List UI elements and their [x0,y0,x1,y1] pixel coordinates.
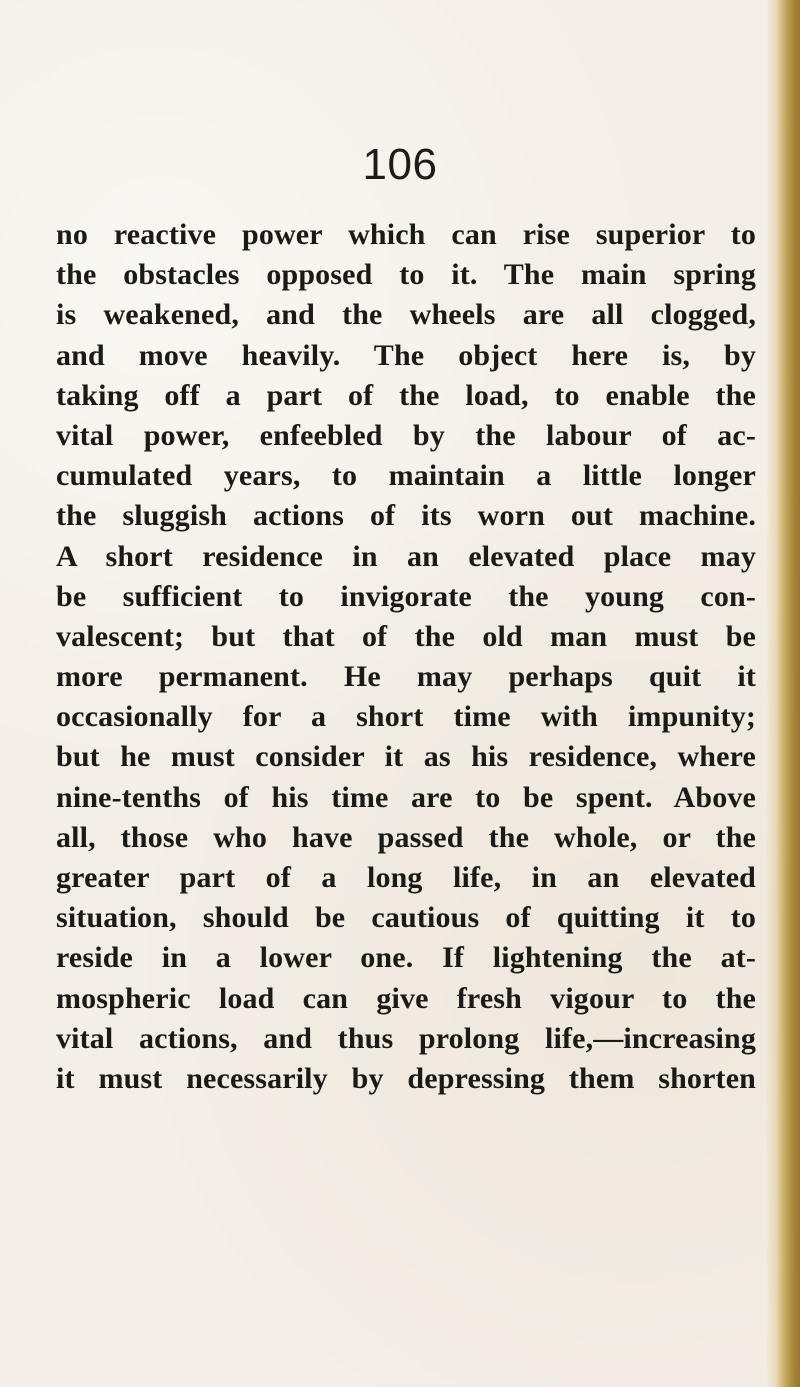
text-line: taking off a part of the load, to enable the [56,378,756,412]
text-line: cumulated years, to maintain a little longer [56,459,756,493]
text-line: the obstacles opposed to it. The main spring [56,258,756,292]
page-edge-discoloration [766,0,800,1387]
text-line: it must necessarily by depressing them shorten [56,1061,756,1095]
text-line: is weakened, and the wheels are all clogged, [56,298,756,332]
text-line: be sufficient to invigorate the young con- [56,579,756,613]
text-line: vital actions, and thus prolong life,—increasing [56,1021,756,1055]
body-text [56,215,756,1099]
text-line: all, those who have passed the whole, or the [56,820,756,854]
text-line: more permanent. He may perhaps quit it [56,660,756,694]
text-line: greater part of a long life, in an elevated [56,861,756,894]
text-line: occasionally for a short time with impunity; [56,700,756,734]
text-line: and move heavily. The object here is, by [56,338,756,372]
text-line: A short residence in an elevated place may [56,539,756,573]
text-line: reside in a lower one. If lightening the at- [56,941,756,975]
text-line: no reactive power which can rise superior to [56,218,756,251]
text-line: nine-tenths of his time are to be spent. Above [56,780,756,814]
page-number: 106 [362,140,438,189]
text-line: but he must consider it as his residence, where [56,740,756,774]
text-line: mospheric load can give fresh vigour to the [56,981,756,1015]
text-line: situation, should be cautious of quitting it to [56,901,756,935]
text-line: vital power, enfeebled by the labour of ac- [56,418,756,452]
text-line: the sluggish actions of its worn out machine. [56,499,756,533]
text-line: valescent; but that of the old man must be [56,619,756,653]
